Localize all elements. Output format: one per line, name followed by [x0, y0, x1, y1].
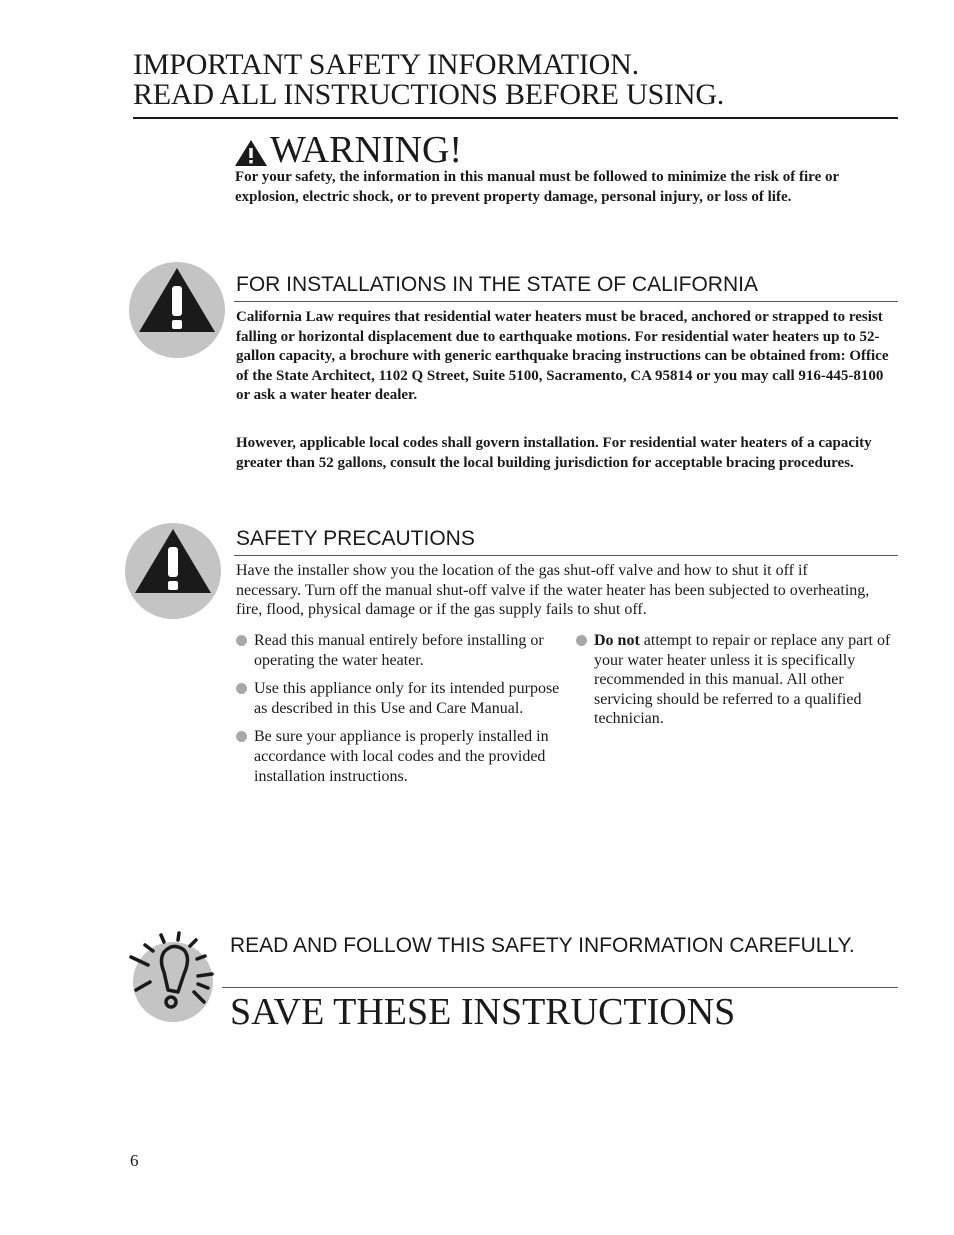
warning-title: WARNING!	[270, 129, 463, 171]
bullet-dot	[576, 635, 587, 646]
save-instructions-heading: SAVE THESE INSTRUCTIONS	[230, 991, 736, 1033]
california-paragraph-1: California Law requires that residential water heaters must be braced, anchored or strapped to resist falling or horizontal displacement due to earthquake motions. For residential water heaters up to 52-gallon capacity, a brochure with generic earthquake bracing instructions can be obtained from: Office of the State Architect, 1102 Q Street, Suite 5100, Sacramento, CA 95814 or you may call 916-445-8100 or ask a water heater dealer.	[236, 309, 889, 404]
california-paragraph-2: However, applicable local codes shall govern installation. For residential water heaters of a capacity greater than 52 gallons, consult the local building jurisdiction for acceptable bracing procedures.	[236, 435, 872, 471]
exclamation-circle-icon	[125, 523, 221, 619]
safety-section-title: SAFETY PRECAUTIONS	[236, 527, 475, 550]
read-follow-title: READ AND FOLLOW THIS SAFETY INFORMATION CAREFULLY.	[230, 934, 855, 957]
california-divider	[234, 301, 898, 302]
header-divider	[133, 117, 898, 119]
safety-bullets-right	[576, 631, 906, 738]
page-header	[133, 50, 903, 110]
warning-text: For your safety, the information in this manual must be followed to minimize the risk of fire or explosion, electric shock, or to prevent property damage, personal injury, or loss of life.	[235, 169, 839, 205]
list-item: Do not attempt to repair or replace any part of your water heater unless it is specifically recommended in this manual. All other servicing should be referred to a qualified technician.	[576, 631, 906, 729]
warning-triangle-icon	[234, 138, 268, 168]
bullet-dot	[236, 731, 247, 742]
bullet-dot	[236, 683, 247, 694]
california-section-title: FOR INSTALLATIONS IN THE STATE OF CALIFORNIA	[236, 273, 758, 296]
lightbulb-alert-icon	[124, 928, 224, 1033]
read-follow-divider	[222, 987, 898, 988]
list-item: Be sure your appliance is properly installed in accordance with local codes and the provided installation instructions.	[236, 727, 561, 786]
exclamation-circle-icon	[129, 262, 225, 358]
safety-divider	[234, 555, 898, 556]
bullet-dot	[236, 635, 247, 646]
list-item: Use this appliance only for its intended purpose as described in this Use and Care Manual.	[236, 679, 561, 718]
safety-bullets-left	[236, 631, 561, 795]
header-line-1: IMPORTANT SAFETY INFORMATION.	[133, 48, 639, 81]
header-line-2: READ ALL INSTRUCTIONS BEFORE USING.	[133, 78, 725, 111]
page-number: 6	[130, 1151, 139, 1170]
safety-intro: Have the installer show you the location of the gas shut-off valve and how to shut it off if necessary. Turn off the manual shut-off valve if the water heater has been subjected to overheating, fire, flood, physical damage or if the gas supply fails to shut off.	[236, 562, 870, 619]
do-not-emphasis: Do not	[594, 632, 640, 649]
list-item: Read this manual entirely before installing or operating the water heater.	[236, 631, 561, 670]
warning-heading	[234, 128, 462, 172]
